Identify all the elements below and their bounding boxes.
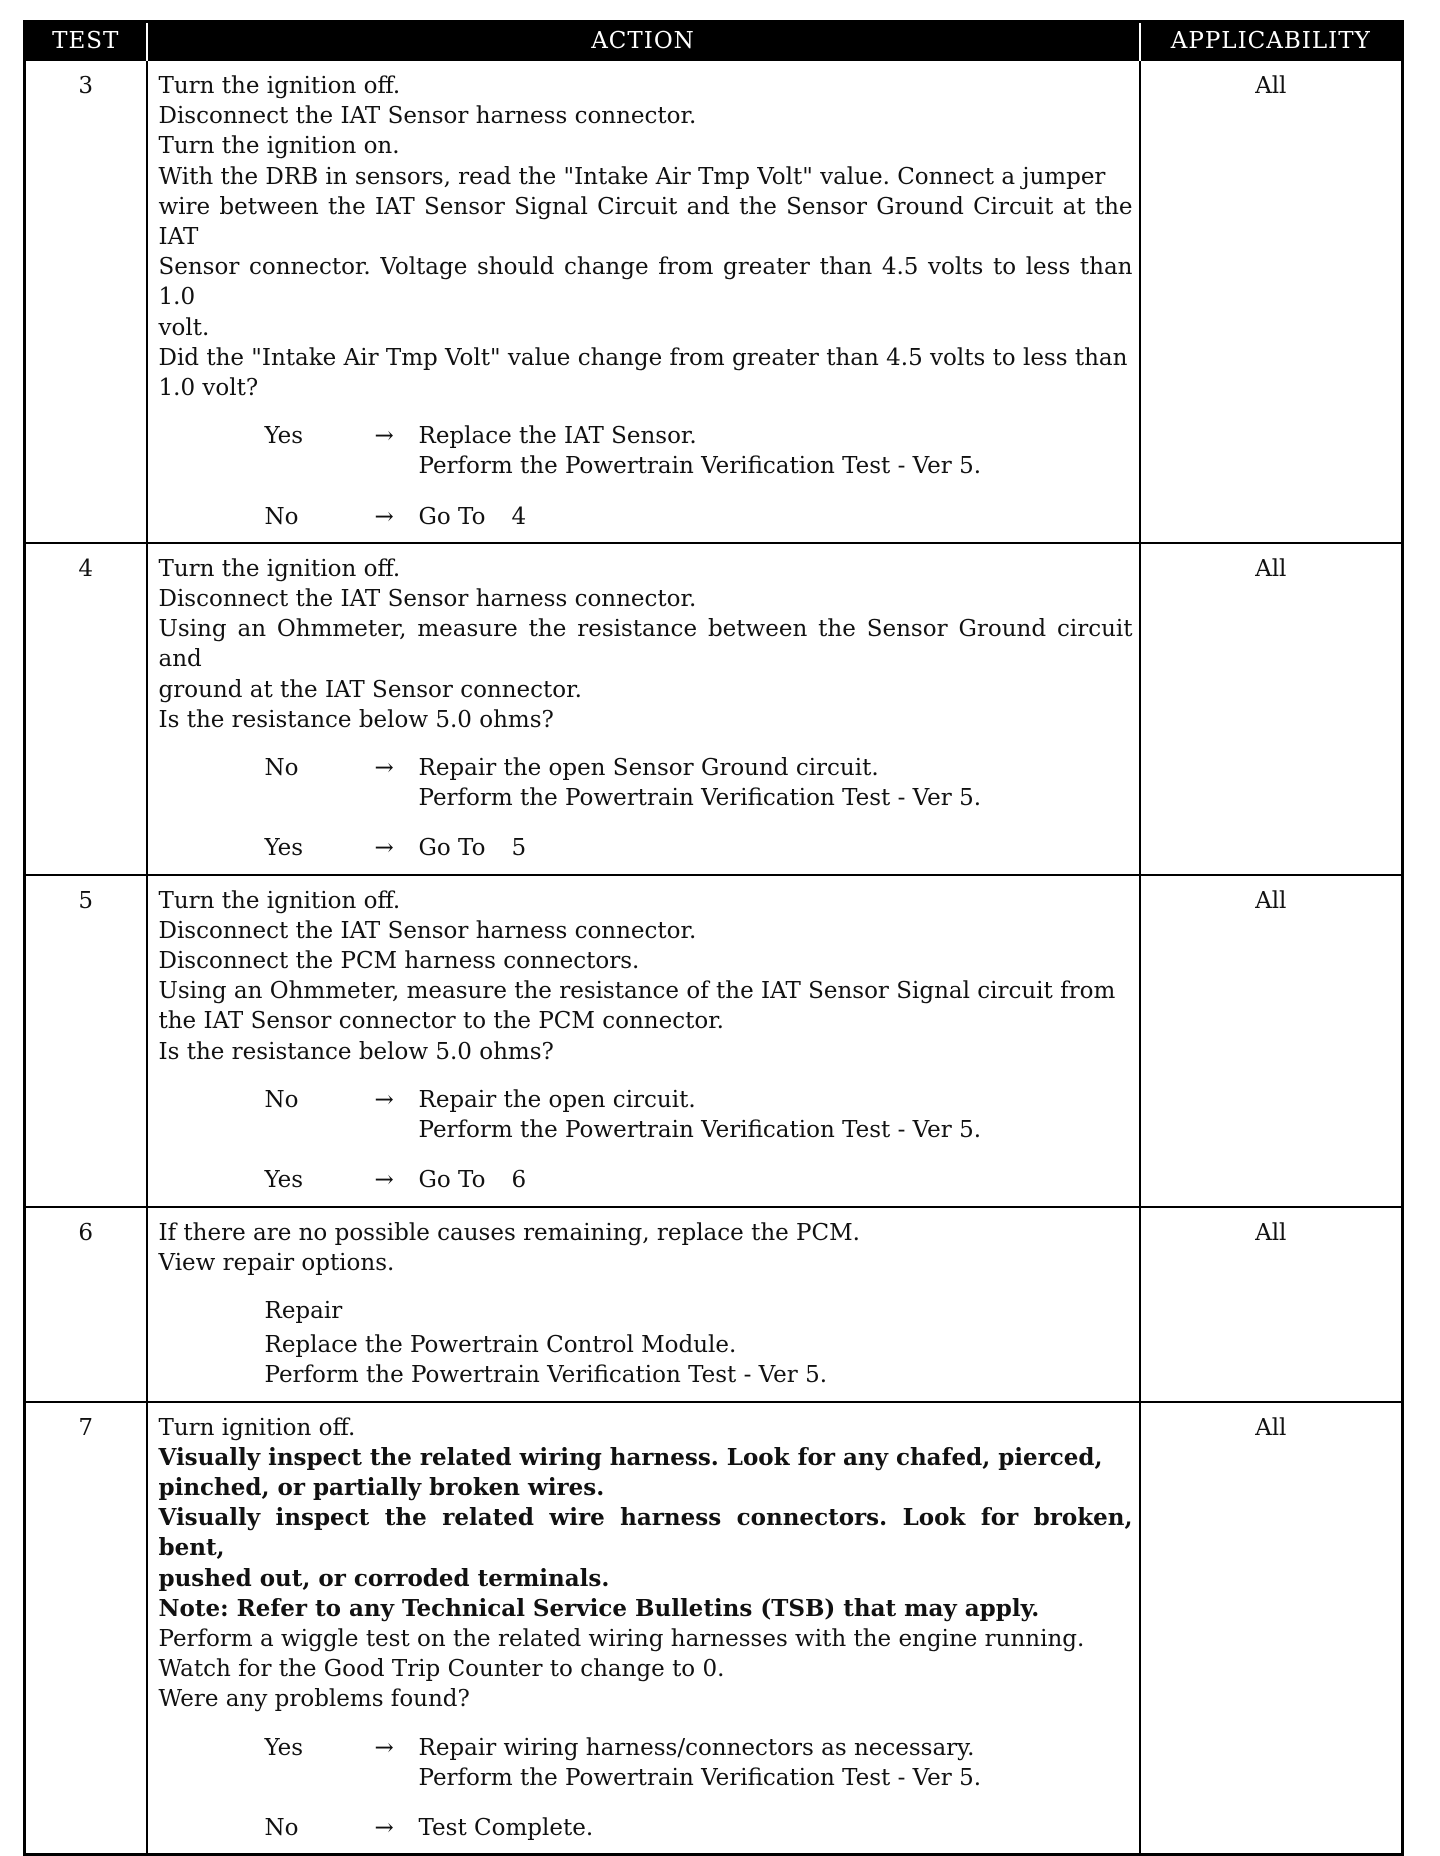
branch-list — [159, 753, 1133, 864]
table-header — [25, 22, 1403, 61]
branch-results — [419, 753, 1133, 813]
action-line: Sensor connector. Voltage should change from greater than 4.5 volts to less than 1.0 — [158, 254, 1133, 311]
action-line: With the DRB in sensors, read the "Intake Air Tmp Volt" value. Connect a jumper — [158, 163, 1106, 190]
branch-result: Replace the IAT Sensor. — [418, 423, 697, 450]
branch-results — [419, 421, 1133, 481]
goto-number: 4 — [511, 503, 527, 530]
goto-number: 6 — [511, 1167, 527, 1194]
branch-label: Yes — [264, 1167, 304, 1194]
action-line: Turn ignition off. — [158, 1414, 356, 1441]
arrow-right-icon: → — [374, 1814, 394, 1841]
action-line: Is the resistance below 5.0 ohms? — [158, 706, 554, 733]
repair-label[interactable]: Repair — [264, 1297, 343, 1324]
action-line: View repair options. — [158, 1249, 395, 1276]
branch-list — [159, 1733, 1133, 1844]
action-line: If there are no possible causes remaining, replace the PCM. — [158, 1219, 860, 1246]
branch-yes — [265, 1165, 1133, 1195]
branch-list — [159, 1085, 1133, 1196]
action-cell — [147, 1402, 1140, 1855]
diagnostic-test-table-sheet — [23, 20, 1401, 1856]
action-line: volt. — [158, 314, 210, 341]
branch-result: Perform the Powertrain Verification Test - Ver 5. — [418, 785, 982, 812]
branch-results — [419, 833, 1133, 863]
action-line: Turn the ignition off. — [158, 555, 401, 582]
action-line-bold: pinched, or partially broken wires. — [158, 1473, 605, 1501]
action-line: Watch for the Good Trip Counter to change to 0. — [158, 1656, 725, 1683]
header-action: ACTION — [147, 22, 1140, 61]
action-line-bold: Note: Refer to any Technical Service Bulletins (TSB) that may apply. — [158, 1594, 1040, 1622]
table-row — [25, 1402, 1403, 1855]
branch-result: Repair the open Sensor Ground circuit. — [418, 755, 879, 782]
action-line: Turn the ignition off. — [158, 73, 401, 99]
branch-results — [419, 1085, 1133, 1145]
arrow-right-icon: → — [374, 835, 394, 862]
goto-label: Go To — [418, 503, 486, 530]
action-line: Disconnect the PCM harness connectors. — [158, 948, 640, 975]
table-row — [25, 875, 1403, 1207]
applicability-cell: All — [1140, 1207, 1403, 1402]
branch-yes — [265, 1733, 1133, 1793]
arrow-right-icon: → — [374, 755, 394, 782]
test-number: 5 — [25, 875, 147, 1207]
branch-result: Perform the Powertrain Verification Test - Ver 5. — [418, 453, 982, 480]
goto-label: Go To — [418, 1167, 486, 1194]
header-test: TEST — [25, 22, 147, 61]
repair-options — [265, 1296, 1133, 1326]
arrow-right-icon: → — [374, 1086, 394, 1113]
branch-label: No — [264, 755, 299, 782]
goto-link[interactable] — [419, 1165, 1133, 1195]
table-row — [25, 60, 1403, 543]
test-number: 6 — [25, 1207, 147, 1402]
applicability-cell: All — [1140, 875, 1403, 1207]
action-line-bold: pushed out, or corroded terminals. — [158, 1564, 610, 1592]
header-applicability: APPLICABILITY — [1140, 22, 1403, 61]
action-line: Perform a wiggle test on the related wiring harnesses with the engine running. — [158, 1625, 1085, 1652]
branch-no — [265, 502, 1133, 532]
test-number: 3 — [25, 60, 147, 543]
action-line: Disconnect the IAT Sensor harness connector. — [158, 917, 697, 944]
branch-result: Perform the Powertrain Verification Test - Ver 5. — [418, 1117, 982, 1144]
action-line: wire between the IAT Sensor Signal Circuit and the Sensor Ground Circuit at the IAT — [158, 193, 1133, 251]
branch-no — [265, 1085, 1133, 1145]
action-line: Were any problems found? — [158, 1686, 470, 1713]
action-line: Disconnect the IAT Sensor harness connector. — [158, 586, 697, 613]
action-line: the IAT Sensor connector to the PCM connector. — [158, 1008, 724, 1035]
table-row — [25, 543, 1403, 875]
action-line: Did the "Intake Air Tmp Volt" value change from greater than 4.5 volts to less than — [158, 344, 1128, 371]
arrow-right-icon: → — [374, 1734, 394, 1761]
branch-label: No — [264, 1086, 299, 1113]
action-cell — [147, 543, 1140, 875]
applicability-cell: All — [1140, 60, 1403, 543]
action-line: ground at the IAT Sensor connector. — [158, 676, 582, 703]
repair-step: Perform the Powertrain Verification Test - Ver 5. — [264, 1362, 828, 1389]
branch-results — [419, 502, 1133, 532]
branch-label: Yes — [264, 835, 304, 862]
branch-label: No — [264, 1814, 299, 1841]
action-line: Is the resistance below 5.0 ohms? — [158, 1038, 554, 1065]
diagnostic-test-table — [23, 20, 1404, 1856]
branch-result: Perform the Powertrain Verification Test - Ver 5. — [418, 1764, 982, 1791]
action-line-bold: Visually inspect the related wiring harness. Look for any chafed, pierced, — [158, 1443, 1103, 1471]
action-line: Using an Ohmmeter, measure the resistance between the Sensor Ground circuit and — [158, 616, 1133, 673]
applicability-cell: All — [1140, 1402, 1403, 1855]
branch-label: No — [264, 503, 299, 530]
action-line: Using an Ohmmeter, measure the resistance of the IAT Sensor Signal circuit from — [158, 978, 1116, 1005]
arrow-right-icon: → — [374, 1167, 394, 1194]
branch-yes — [265, 833, 1133, 863]
branch-no — [265, 753, 1133, 813]
action-cell — [147, 875, 1140, 1207]
goto-link[interactable] — [419, 833, 1133, 863]
action-cell — [147, 1207, 1140, 1402]
arrow-right-icon: → — [374, 503, 394, 530]
table-row — [25, 1207, 1403, 1402]
branch-list — [159, 421, 1133, 532]
action-line: 1.0 volt? — [158, 375, 259, 402]
branch-no — [265, 1813, 1133, 1843]
arrow-right-icon: → — [374, 423, 394, 450]
branch-results — [419, 1733, 1133, 1793]
branch-results — [419, 1165, 1133, 1195]
repair-step: Replace the Powertrain Control Module. — [264, 1332, 737, 1359]
branch-result: Repair the open circuit. — [418, 1086, 696, 1113]
action-line: Disconnect the IAT Sensor harness connector. — [158, 103, 697, 130]
goto-number: 5 — [511, 835, 527, 862]
action-line-bold: Visually inspect the related wire harness connectors. Look for broken, bent, — [158, 1504, 1133, 1562]
goto-label: Go To — [418, 835, 486, 862]
applicability-cell: All — [1140, 543, 1403, 875]
branch-yes — [265, 421, 1133, 481]
branch-label: Yes — [264, 423, 304, 450]
repair-steps — [265, 1330, 1133, 1390]
action-cell — [147, 60, 1140, 543]
test-number: 7 — [25, 1402, 147, 1855]
branch-result: Repair wiring harness/connectors as necessary. — [418, 1734, 975, 1761]
branch-results — [419, 1813, 1133, 1843]
branch-label: Yes — [264, 1734, 304, 1761]
action-line: Turn the ignition on. — [158, 133, 400, 160]
test-number: 4 — [25, 543, 147, 875]
action-line: Turn the ignition off. — [158, 887, 401, 914]
goto-link[interactable] — [419, 502, 1133, 532]
branch-result: Test Complete. — [418, 1814, 594, 1841]
